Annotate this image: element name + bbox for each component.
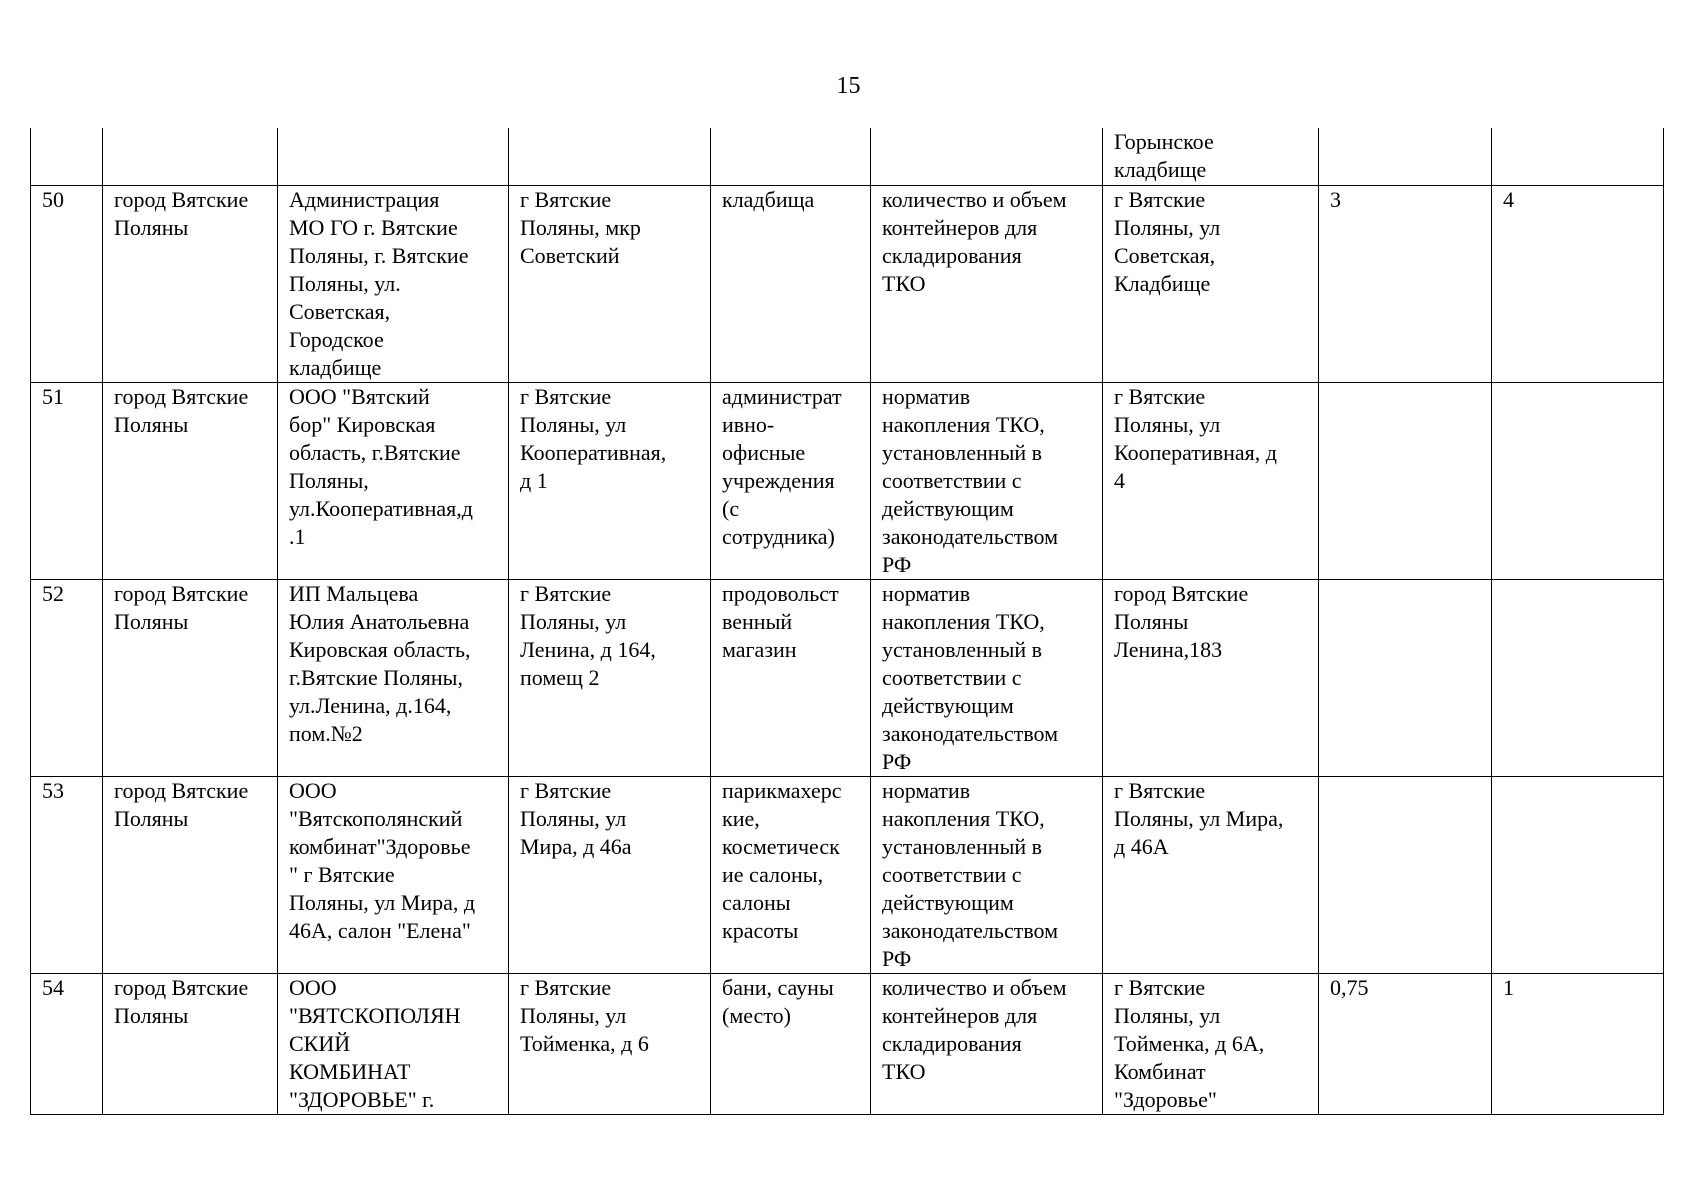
registry-table: [30, 128, 1664, 1115]
category-cell: бани, сауны (место): [711, 974, 871, 1115]
value1-cell: 0,75: [1319, 974, 1492, 1115]
table-row: [31, 186, 1664, 383]
owner-cell: ООО "Вятскополянский комбинат"Здоровье " г Вятские Поляны, ул Мира, д 46А, салон "Елена": [278, 777, 509, 974]
table-row: [31, 580, 1664, 777]
row-number-cell: 51: [31, 383, 103, 580]
table-cell: [871, 128, 1103, 186]
site-cell: г Вятские Поляны, ул Советская, Кладбище: [1103, 186, 1319, 383]
row-number-cell: 50: [31, 186, 103, 383]
value2-cell: 4: [1492, 186, 1664, 383]
value2-cell: 1: [1492, 974, 1664, 1115]
table-cell: [711, 128, 871, 186]
table-cell: [1319, 128, 1492, 186]
site-cell: город Вятские Поляны Ленина,183: [1103, 580, 1319, 777]
calc-basis-cell: норматив накопления ТКО, установленный в соответствии с действующим законодательством РФ: [871, 777, 1103, 974]
calc-basis-cell: количество и объем контейнеров для складирования ТКО: [871, 974, 1103, 1115]
address-cell: г Вятские Поляны, ул Ленина, д 164, помещ 2: [509, 580, 711, 777]
table-row: [31, 974, 1664, 1115]
locality-cell: город Вятские Поляны: [103, 777, 278, 974]
category-cell: продовольст венный магазин: [711, 580, 871, 777]
site-cell: г Вятские Поляны, ул Мира, д 46А: [1103, 777, 1319, 974]
site-cell: г Вятские Поляны, ул Кооперативная, д 4: [1103, 383, 1319, 580]
calc-basis-cell: норматив накопления ТКО, установленный в соответствии с действующим законодательством РФ: [871, 580, 1103, 777]
address-cell: г Вятские Поляны, ул Тойменка, д 6: [509, 974, 711, 1115]
address-cell: г Вятские Поляны, мкр Советский: [509, 186, 711, 383]
value1-cell: [1319, 777, 1492, 974]
value1-cell: [1319, 383, 1492, 580]
value1-cell: [1319, 580, 1492, 777]
site-cell: г Вятские Поляны, ул Тойменка, д 6А, Комбинат "Здоровье": [1103, 974, 1319, 1115]
table-cell: [278, 128, 509, 186]
value1-cell: 3: [1319, 186, 1492, 383]
row-number-cell: 54: [31, 974, 103, 1115]
table-row-continuation: [31, 128, 1664, 186]
table-cell: [509, 128, 711, 186]
owner-cell: ИП Мальцева Юлия Анатольевна Кировская область, г.Вятские Поляны, ул.Ленина, д.164, пом.№2: [278, 580, 509, 777]
locality-cell: город Вятские Поляны: [103, 383, 278, 580]
value2-cell: [1492, 383, 1664, 580]
table-cell: [31, 128, 103, 186]
row-number-cell: 53: [31, 777, 103, 974]
page-number: 15: [836, 73, 861, 99]
owner-cell: ООО "Вятский бор" Кировская область, г.Вятские Поляны, ул.Кооперативная,д .1: [278, 383, 509, 580]
address-cell: г Вятские Поляны, ул Кооперативная, д 1: [509, 383, 711, 580]
category-cell: парикмахерс кие, косметическ ие салоны, салоны красоты: [711, 777, 871, 974]
table-row: [31, 383, 1664, 580]
row-number-cell: 52: [31, 580, 103, 777]
locality-cell: город Вятские Поляны: [103, 974, 278, 1115]
calc-basis-cell: норматив накопления ТКО, установленный в соответствии с действующим законодательством РФ: [871, 383, 1103, 580]
table-row: [31, 777, 1664, 974]
value2-cell: [1492, 777, 1664, 974]
address-cell: г Вятские Поляны, ул Мира, д 46а: [509, 777, 711, 974]
owner-cell: Администрация МО ГО г. Вятские Поляны, г. Вятские Поляны, ул. Советская, Городское кладбище: [278, 186, 509, 383]
table-cell: [1492, 128, 1664, 186]
locality-cell: город Вятские Поляны: [103, 186, 278, 383]
category-cell: кладбища: [711, 186, 871, 383]
table-cell: Горынское кладбище: [1103, 128, 1319, 186]
locality-cell: город Вятские Поляны: [103, 580, 278, 777]
table-cell: [103, 128, 278, 186]
owner-cell: ООО "ВЯТСКОПОЛЯН СКИЙ КОМБИНАТ "ЗДОРОВЬЕ" г.: [278, 974, 509, 1115]
calc-basis-cell: количество и объем контейнеров для складирования ТКО: [871, 186, 1103, 383]
category-cell: администрат ивно- офисные учреждения (с сотрудника): [711, 383, 871, 580]
value2-cell: [1492, 580, 1664, 777]
